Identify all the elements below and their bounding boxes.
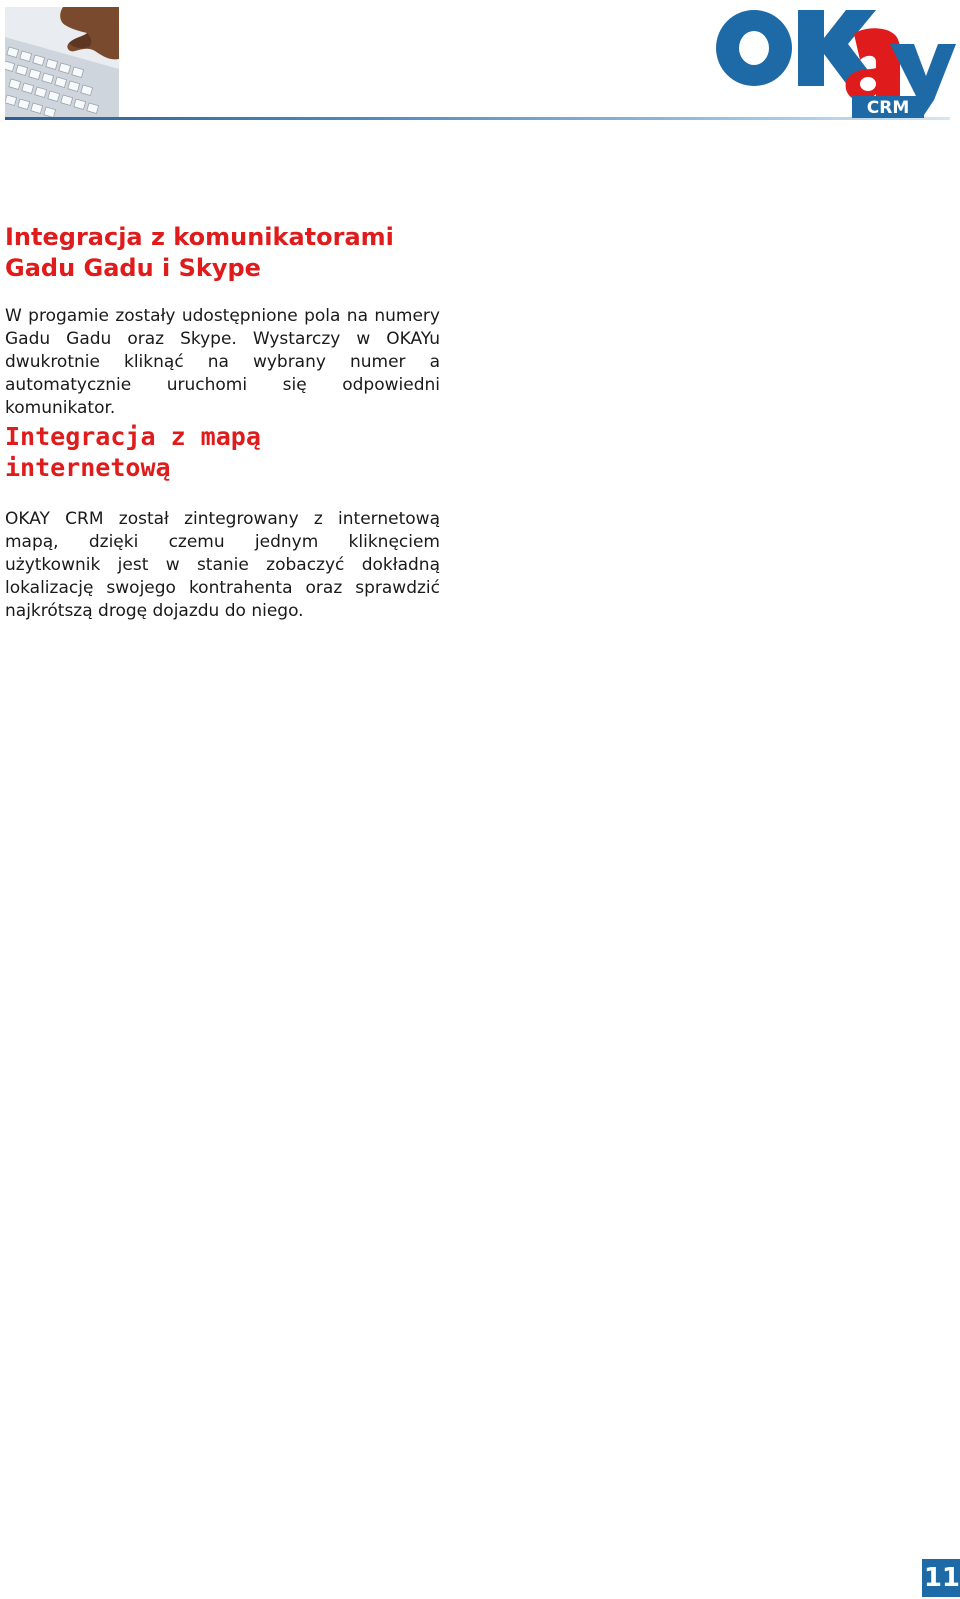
page-number-badge: 11 [922,1559,960,1597]
section-heading-map: Integracja z mapą internetową [5,422,261,482]
okay-crm-logo [712,4,956,118]
page-header [0,0,960,124]
section-body-map: OKAY CRM został zintegrowany z internetową mapą, dzięki czemu jednym kliknęciem użytkownik jest w stanie zobaczyć dokładną lokalizację swojego kontrahenta oraz sprawdzić najkrótszą drogę dojazdu do niego. [5,509,440,621]
section-heading-communicators: Integracja z komunikatorami Gadu Gadu i Skype [5,223,394,282]
logo-crm-text: CRM [866,98,910,118]
page-content [5,222,440,623]
keyboard-photo-icon [5,7,119,118]
section-body-communicators: W progamie zostały udostępnione pola na numery Gadu Gadu oraz Skype. Wystarczy w OKAYu dwukrotnie kliknąć na wybrany numer a automatycznie uruchomi się odpowiedni komunikator. [5,306,440,418]
